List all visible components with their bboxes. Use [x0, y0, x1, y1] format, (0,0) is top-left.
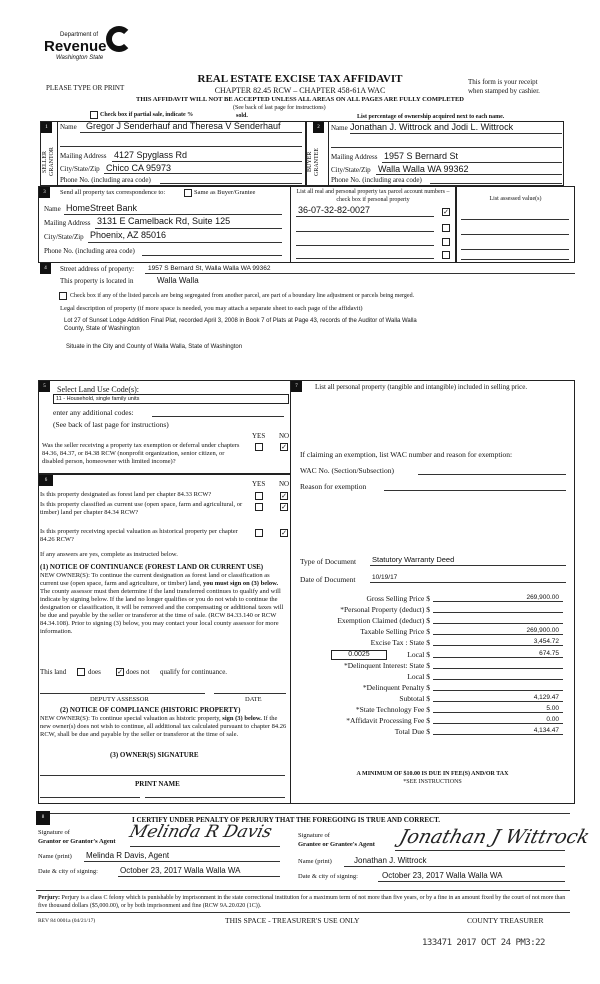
- label: Same as Buyer/Grantee: [194, 189, 256, 196]
- personal-property-checkbox[interactable]: ✓: [443, 208, 449, 216]
- label: Signature of: [38, 829, 70, 836]
- label: Date & city of signing:: [298, 873, 358, 880]
- no-checkbox[interactable]: ✓: [281, 503, 287, 511]
- county-treasurer: COUNTY TREASURER: [467, 916, 544, 925]
- buyer-side-label: BUYER GRANTEE: [307, 148, 320, 176]
- notice2-emphasis: sign (3) below.: [222, 715, 262, 722]
- label: does not: [126, 668, 150, 676]
- personal-property-section: [290, 380, 575, 804]
- notice2-part: If the new owner(s) does not wish to continue, all additional tax calculated pursuant to chapter 84.26 RCW, shall be due and payable by the seller or transferor at the time of sale.: [40, 715, 287, 738]
- label: WAC No. (Section/Subsection): [300, 466, 394, 475]
- sold-label: sold.: [236, 113, 248, 119]
- reason-field[interactable]: [384, 490, 566, 491]
- section-number: 7: [291, 381, 302, 392]
- seller-city-field[interactable]: Chico CA 95973: [106, 163, 172, 173]
- personal-property-checkbox[interactable]: [442, 251, 450, 259]
- section-number: 6: [39, 475, 53, 486]
- certify-statement: I CERTIFY UNDER PENALTY OF PERJURY THAT THE FOREGOING IS TRUE AND CORRECT.: [132, 816, 441, 824]
- tax-city-field[interactable]: Phoenix, AZ 85016: [90, 230, 167, 240]
- grantor-name-field[interactable]: Melinda R Davis, Agent: [86, 851, 170, 860]
- parcel-number-field[interactable]: 36-07-32-82-0027: [298, 205, 371, 215]
- treasurer-use: THIS SPACE - TREASURER'S USE ONLY: [225, 916, 360, 925]
- street-address-field[interactable]: 1957 S Bernard St, Walla Walla WA 99362: [148, 265, 271, 272]
- no-checkbox[interactable]: ✓: [281, 529, 287, 537]
- tax-row-value[interactable]: [433, 604, 563, 613]
- tax-row-label: Gross Selling Price $: [366, 594, 430, 603]
- tax-row-value[interactable]: 4,129.47: [433, 693, 563, 702]
- doc-type-field[interactable]: Statutory Warranty Deed: [372, 555, 455, 564]
- label: If any answers are yes, complete as instructed below.: [40, 551, 178, 558]
- section-number: 2: [313, 122, 324, 133]
- label: PRINT NAME: [135, 780, 180, 788]
- question: Is this property designated as forest land per chapter 84.33 RCW?: [40, 491, 212, 498]
- land-use-code: 11 - Household, single family units: [56, 396, 140, 402]
- receipt-note: when stamped by cashier.: [468, 87, 540, 95]
- partial-sale-checkbox[interactable]: [90, 111, 98, 119]
- located-in-field[interactable]: Walla Walla: [157, 276, 199, 285]
- label: Check box if any of the listed parcels are being segregated from another parcel, are part of a boundary line adjustment or parcels being merged.: [70, 293, 415, 299]
- grantee-date-field[interactable]: October 23, 2017 Walla Walla WA: [382, 871, 503, 880]
- question: Is this property classified as current use (open space, farm and agricultural, or timber) land per chapter 84.34 RCW?: [40, 501, 243, 516]
- tax-row-value[interactable]: 674.75: [433, 649, 563, 658]
- tax-row-label: Local $: [407, 671, 430, 681]
- label: NO: [279, 432, 290, 440]
- seller-side-label: SELLER GRANTOR: [42, 147, 55, 177]
- question: Was the seller receiving a property tax exemption or deferral under chapters 84.36, 84.37, or 84.38 RCW (nonprofit organization, senior citizen, or disabled person, homeowner with limited income)?: [42, 442, 240, 465]
- same-as-buyer-checkbox[interactable]: [184, 189, 192, 197]
- section-number: 1: [41, 122, 52, 133]
- label: Mailing Address: [60, 152, 107, 160]
- notice1-text: [40, 572, 288, 636]
- tax-name-field[interactable]: HomeStreet Bank: [66, 203, 138, 213]
- label: Reason for exemption: [300, 482, 367, 491]
- tax-row-value[interactable]: 0.00: [433, 715, 563, 724]
- tax-row-value[interactable]: 269,900.00: [433, 626, 563, 635]
- label: enter any additional codes:: [53, 408, 134, 417]
- notice2-part: NEW OWNER(S): To continue special valuation as historic property,: [40, 715, 221, 722]
- label: DEPUTY ASSESSOR: [90, 696, 149, 703]
- grantor-date-field[interactable]: October 23, 2017 Walla Walla WA: [120, 866, 241, 875]
- label: Date of Document: [300, 575, 356, 584]
- label: Name: [60, 123, 77, 131]
- tax-row-value[interactable]: 3,454.72: [433, 637, 563, 646]
- notice1-part: NEW OWNER(S): To continue the current designation as forest land or classification as current use (open space, farm and agriculture, or timber) land,: [40, 572, 270, 587]
- tax-row-label: *Delinquent Penalty $: [362, 682, 430, 692]
- label: Grantee or Grantee's Agent: [298, 841, 375, 848]
- tax-row-value[interactable]: 4,134.47: [433, 726, 563, 735]
- tax-row-label: Taxable Selling Price $: [360, 627, 430, 637]
- label: Legal description of property (if more space is needed, you may attach a separate sheet to each page of the affidavit): [60, 305, 363, 312]
- label: Mailing Address: [44, 219, 91, 227]
- see-back: (See back of last page for instructions): [233, 105, 326, 111]
- tax-row-label: *Delinquent Interest: State $: [343, 660, 430, 670]
- yes-checkbox[interactable]: [255, 443, 263, 451]
- buyer-name-field[interactable]: Jonathan J. Wittrock and Jodi L. Wittrock: [350, 122, 514, 132]
- label: does: [88, 668, 101, 676]
- land-use-code-field[interactable]: [53, 394, 289, 404]
- tax-row-value[interactable]: [433, 615, 563, 624]
- legal-description: Situate in the City and County of Walla Walla, State of Washington: [66, 344, 243, 350]
- label: qualify for continuance.: [160, 668, 228, 676]
- tax-address-field[interactable]: 3131 E Camelback Rd, Suite 125: [97, 216, 231, 226]
- tax-row-label: *Affidavit Processing Fee $: [346, 716, 430, 726]
- label: Send all property tax correspondence to:: [60, 189, 166, 196]
- parcel-header: List all real and personal property tax parcel account numbers – check box if personal property: [296, 189, 450, 203]
- question: Is this property receiving special valuation as historical property per chapter 84.26 RCW?: [40, 528, 238, 543]
- tax-row-label: Subtotal $: [399, 693, 430, 703]
- grantee-signature[interactable]: Jonathan J Wittrock: [397, 826, 592, 848]
- tax-row-label: *State Technology Fee $: [355, 705, 430, 714]
- perjury-label: Perjury:: [38, 895, 60, 901]
- label: (3) OWNER(S) SIGNATURE: [110, 751, 199, 759]
- form-revision: REV 84 0001a (04/21/17): [38, 918, 96, 924]
- tax-row-label: Local $: [407, 649, 430, 659]
- notice-title: (2) NOTICE OF COMPLIANCE (HISTORIC PROPERTY): [60, 706, 241, 714]
- logo-state: Washington State: [56, 55, 104, 61]
- perjury-notice: [38, 894, 568, 910]
- seller-address-field[interactable]: 4127 Spyglass Rd: [114, 150, 188, 160]
- type-print-note: PLEASE TYPE OR PRINT: [46, 84, 125, 92]
- label: City/State/Zip: [331, 166, 371, 174]
- label: Date & city of signing:: [38, 868, 98, 875]
- perjury-text: Perjury is a class C felony which is punishable by imprisonment in the state correctional institution for a maximum term of not more than five years, or by a fine in an amount fixed by the court of not more than five thousand dollars ($5,000.00), or by both imprisonment and fine (RCW 9A.20.020 (1C)).: [38, 895, 566, 909]
- minimum-notice: A MINIMUM OF $10.00 IS DUE IN FEE(S) AND/OR TAX: [356, 771, 509, 777]
- segregated-checkbox[interactable]: [59, 292, 67, 300]
- tax-row-value[interactable]: [433, 682, 563, 691]
- received-stamp: 133471 2017 OCT 24 PM3:22: [422, 938, 545, 948]
- see-instructions: *SEE INSTRUCTIONS: [403, 779, 462, 785]
- label: NO: [279, 480, 290, 488]
- logo-dept: Department of: [60, 32, 99, 38]
- label: Signature of: [298, 832, 330, 839]
- wac-field[interactable]: [418, 474, 566, 475]
- label: List all personal property (tangible and intangible) included in selling price.: [315, 383, 528, 391]
- section-number: 4: [40, 263, 51, 274]
- no-checkbox[interactable]: ✓: [281, 492, 287, 500]
- yes-checkbox[interactable]: [255, 529, 263, 537]
- label: Name (print): [298, 858, 332, 865]
- seller-phone-label: Phone No. (including area code): [60, 176, 151, 184]
- section-number: 8: [36, 811, 50, 825]
- warning-line: THIS AFFIDAVIT WILL NOT BE ACCEPTED UNLESS ALL AREAS ON ALL PAGES ARE FULLY COMPLETED: [136, 96, 464, 103]
- partial-sale-label: Check box if partial sale, indicate %: [100, 112, 194, 118]
- tax-row-value[interactable]: 5.00: [433, 704, 563, 713]
- personal-property-checkbox[interactable]: [442, 224, 450, 232]
- legal-description[interactable]: Lot 27 of Sunset Lodge Addition Final Plat, recorded April 3, 2008 in Book 7 of Plats at Page 43, records of the Auditor of Walla Walla: [64, 318, 417, 324]
- personal-property-checkbox[interactable]: [442, 238, 450, 246]
- seller-name-field[interactable]: Gregor J Senderhauf and Theresa V Senderhauf: [86, 121, 281, 131]
- logo-swirl-icon: [106, 26, 132, 52]
- buyer-address-field[interactable]: 1957 S Bernard St: [384, 151, 459, 161]
- label: City/State/Zip: [44, 233, 84, 241]
- tax-row-value[interactable]: 269,900.00: [433, 593, 563, 602]
- buyer-city-field[interactable]: Walla Walla WA 99362: [378, 164, 469, 174]
- label: YES: [252, 480, 266, 488]
- tax-row-label: Total Due $: [394, 727, 430, 737]
- label: Street address of property:: [60, 265, 135, 273]
- label: YES: [252, 432, 266, 440]
- label: This land: [40, 668, 67, 676]
- notice1-part: The county assessor must then determine if the land transferred continues to qualify and will indicate by signing below. If the land no longer qualifies or you do not wish to continue the designation or classification, it will be removed and the compensating or additional taxes will be due and payable by the seller or transferor at the time of sale. (RCW 84.33.140 or RCW 84.34.108). Prior to signing (3) below, you may contact your local county assessor for more information.: [40, 588, 284, 635]
- label: Grantor or Grantor's Agent: [38, 838, 116, 845]
- section-number: 5: [39, 381, 50, 392]
- notice2-text: [40, 715, 288, 739]
- label: (See back of last page for instructions): [53, 420, 169, 429]
- notice-title: (1) NOTICE OF CONTINUANCE (FOREST LAND OR CURRENT USE): [40, 563, 264, 571]
- label: This property is located in: [60, 277, 134, 285]
- yes-checkbox[interactable]: [255, 492, 263, 500]
- label: Name: [44, 205, 61, 213]
- chapter-line: CHAPTER 82.45 RCW – CHAPTER 458-61A WAC: [214, 86, 386, 95]
- does-not-checkbox[interactable]: ✓: [117, 668, 123, 676]
- section-number: 3: [39, 187, 50, 198]
- no-checkbox[interactable]: ✓: [281, 443, 287, 451]
- tax-row-value[interactable]: [433, 660, 563, 669]
- label: Mailing Address: [331, 153, 378, 161]
- label: Phone No. (including area code): [44, 247, 135, 255]
- tax-row-label: *Personal Property (deduct) $: [340, 605, 430, 615]
- tax-row-value[interactable]: [433, 671, 563, 680]
- assessed-header: List assessed value(s): [489, 196, 542, 202]
- label: Name (print): [38, 853, 72, 860]
- tax-row-label: Exemption Claimed (deduct) $: [337, 616, 430, 626]
- form-title: REAL ESTATE EXCISE TAX AFFIDAVIT: [197, 73, 403, 85]
- grantee-name-field[interactable]: Jonathan J. Wittrock: [354, 856, 427, 865]
- logo-name: Revenue: [44, 38, 107, 55]
- label: Name: [331, 124, 348, 132]
- grantor-signature[interactable]: Melinda R Davis: [127, 822, 275, 842]
- receipt-note: This form is your receipt: [468, 78, 538, 86]
- tax-row-label: Excise Tax : State $: [370, 638, 430, 648]
- list-pct-label: List percentage of ownership acquired next to each name.: [357, 114, 505, 120]
- label: Type of Document: [300, 557, 357, 566]
- doc-date-field[interactable]: 10/19/17: [372, 574, 398, 581]
- label: City/State/Zip: [60, 165, 100, 173]
- label: DATE: [245, 696, 262, 703]
- buyer-phone-label: Phone No. (including area code): [331, 176, 422, 184]
- does-checkbox[interactable]: [77, 668, 85, 676]
- local-rate-field[interactable]: 0.0025: [331, 650, 387, 660]
- label: If claiming an exemption, list WAC number and reason for exemption:: [300, 450, 513, 459]
- legal-description: County, State of Washington: [64, 326, 140, 332]
- yes-checkbox[interactable]: [255, 503, 263, 511]
- label: Select Land Use Code(s):: [57, 385, 139, 394]
- notice1-emphasis: you must sign on (3) below.: [202, 580, 279, 587]
